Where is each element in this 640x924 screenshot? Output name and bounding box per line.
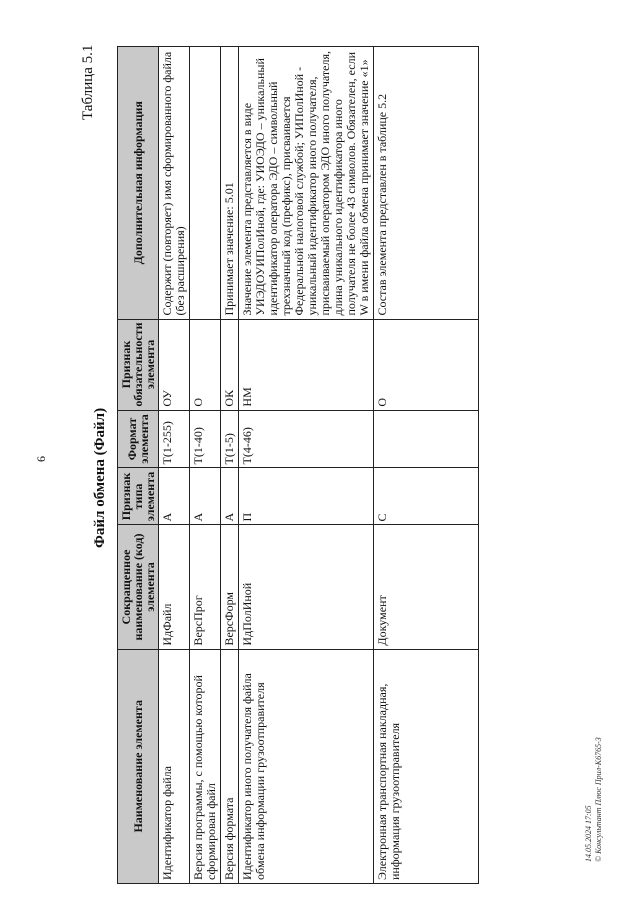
- cell-name: Версия программы, с помощью которой сформирован файл: [190, 649, 221, 883]
- cell-code: ВерсФорм: [221, 525, 239, 649]
- cell-info: Принимает значение: 5.01: [221, 47, 239, 320]
- table-row: [190, 47, 221, 884]
- cell-code: ИдФайл: [159, 525, 190, 649]
- table-row: [239, 47, 374, 884]
- cell-type: С: [374, 468, 479, 525]
- cell-format: T(1-5): [221, 410, 239, 468]
- cell-type: П: [239, 468, 374, 525]
- cell-obligation: О: [374, 319, 479, 410]
- header-element-obligation: Признак обязательности элемента: [118, 319, 159, 410]
- cell-name: Версия формата: [221, 649, 239, 883]
- table-title: Файл обмена (Файл): [92, 407, 108, 548]
- cell-info: Состав элемента представлен в таблице 5.2: [374, 47, 479, 320]
- cell-type: А: [190, 468, 221, 525]
- cell-code: Документ: [374, 525, 479, 649]
- page-number: 6: [34, 456, 48, 462]
- table-header-row: [118, 47, 159, 884]
- header-element-type: Признак типа элемента: [118, 468, 159, 525]
- cell-type: А: [159, 468, 190, 525]
- cell-info: [190, 47, 221, 320]
- table-row: [221, 47, 239, 884]
- footer-source: © Консультант Плюс Прил-К6765-3: [594, 737, 603, 862]
- cell-info: Содержит (повторяет) имя сформированного файла (без расширения): [159, 47, 190, 320]
- table-row: [159, 47, 190, 884]
- cell-obligation: ОУ: [159, 319, 190, 410]
- header-additional-info: Дополнительная информация: [118, 47, 159, 320]
- header-element-format: Формат элемента: [118, 410, 159, 468]
- cell-info: Значение элемента представляется в виде УИЭДОУИПолИной, где: УИОЭДО – уникальный идентификатор оператора ЭДО – символьный трехзначный код (префикс), присваивается Федеральной налоговой службой; УИПолИной - уникальный идентификатор иного получателя, присваиваемый оператором ЭДО иного получателя, длина уникального идентификатора иного получателя не более 43 символов. Обязателен, если W в имени файла обмена принимает значение «1»: [239, 47, 374, 320]
- table-number: Таблица 5.1: [80, 44, 96, 120]
- cell-obligation: НМ: [239, 319, 374, 410]
- cell-code: ВерсПрог: [190, 525, 221, 649]
- cell-obligation: О: [190, 319, 221, 410]
- cell-obligation: ОК: [221, 319, 239, 410]
- cell-format: T(4-46): [239, 410, 374, 468]
- header-element-name: Наименование элемента: [118, 649, 159, 883]
- table-row: [374, 47, 479, 884]
- footer-stamp: [584, 737, 604, 862]
- cell-format: [374, 410, 479, 468]
- cell-code: ИдПолИной: [239, 525, 374, 649]
- exchange-file-table: [117, 46, 415, 884]
- cell-format: T(1-40): [190, 410, 221, 468]
- cell-name: Идентификатор иного получателя файла обмена информации грузоотправителя: [239, 649, 374, 883]
- cell-format: T(1-255): [159, 410, 190, 468]
- cell-name: Идентификатор файла: [159, 649, 190, 883]
- cell-type: А: [221, 468, 239, 525]
- header-element-code: Сокращенное наименование (код) элемента: [118, 525, 159, 649]
- footer-date: 14.05.2024 17:05: [584, 805, 593, 862]
- cell-name: Электронная транспортная накладная, информация грузоотправителя: [374, 649, 479, 883]
